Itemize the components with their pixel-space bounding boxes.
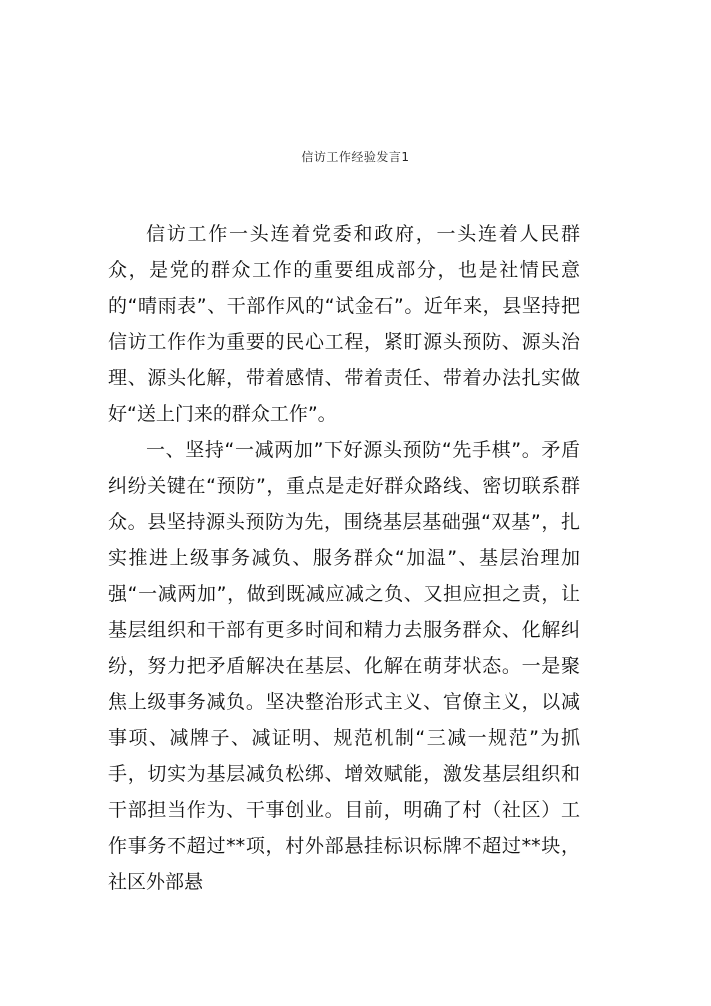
paragraph-section-one: 一、坚持“一减两加”下好源头预防“先手棋”。矛盾纠纷关键在“预防”，重点是走好群众路线、密切联系群众。县坚持源头预防为先，围绕基层基础强“双基”，扎实推进上级事务减负、服务群众“加温”、基层治理加强“一减两加”，做到既减应减之负、又担应担之责，让基层组织和干部有更多时间和精力去服务群众、化解纠纷，努力把矛盾解决在基层、化解在萌芽状态。一是聚焦上级事务减负。坚决整治形式主义、官僚主义，以减事项、减牌子、减证明、规范机制“三减一规范”为抓手，切实为基层减负松绑、增效赋能，激发基层组织和干部担当作为、干事创业。目前，明确了村（社区）工作事务不超过**项，村外部悬挂标识标牌不超过**块，社区外部悬 — [108, 439, 580, 893]
document-title: 信访工作经验发言1 — [301, 150, 410, 164]
paragraph-intro: 信访工作一头连着党委和政府，一头连着人民群众，是党的群众工作的重要组成部分，也是社情民意的“晴雨表”、干部作风的“试金石”。近年来，县坚持把信访工作作为重要的民心工程，紧盯源头预防、源头治理、源头化解，带着感情、带着责任、带着办法扎实做好“送上门来的群众工作”。 — [108, 223, 580, 425]
document-body — [108, 216, 580, 900]
